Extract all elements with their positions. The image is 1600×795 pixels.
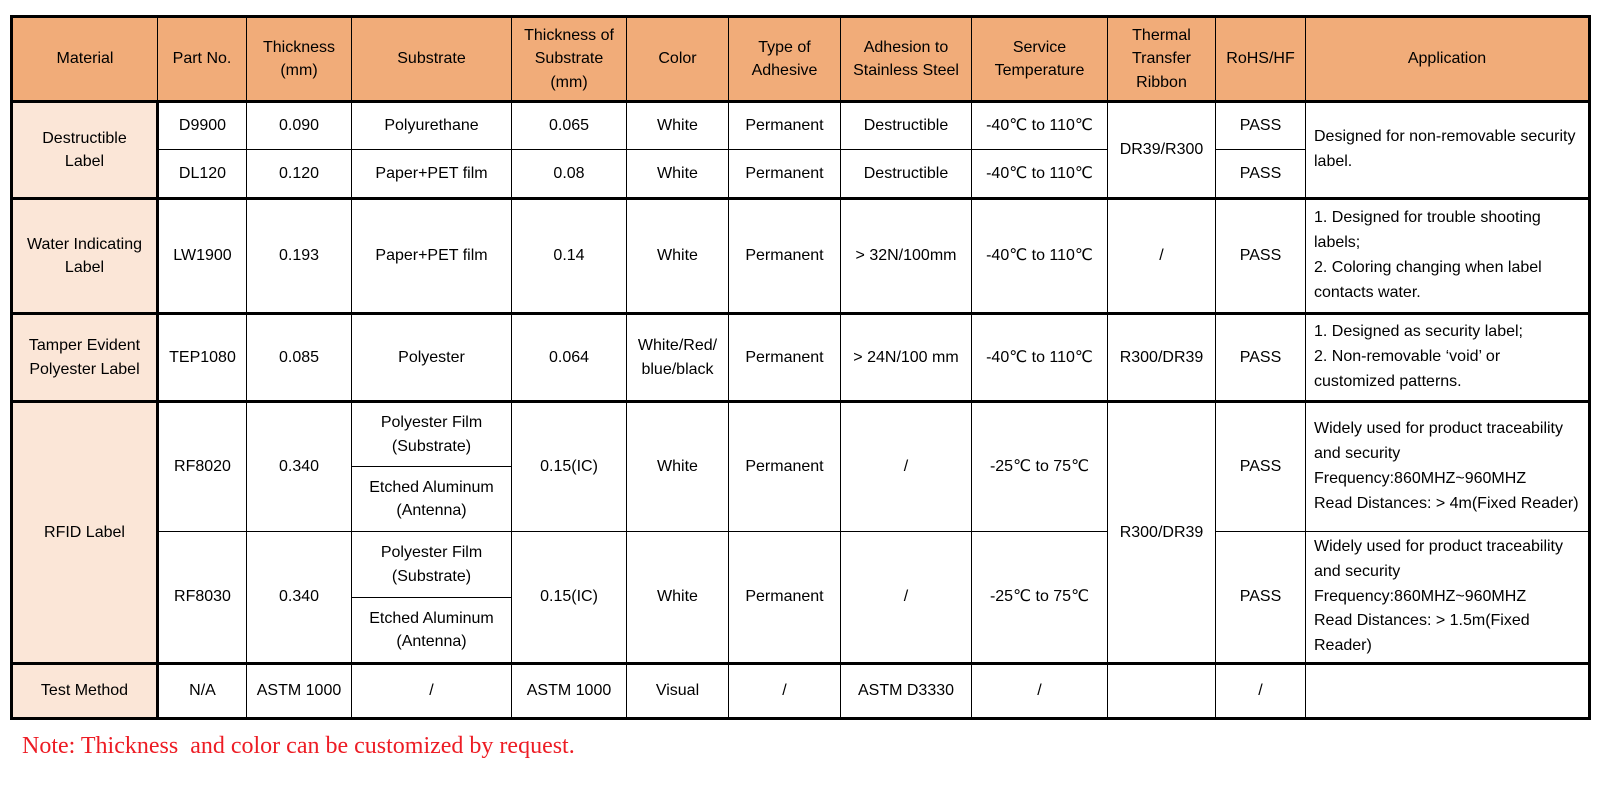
cell-d9900-adhesion: Destructible (841, 102, 972, 150)
col-header-substrate-thickness: Thickness of Substrate (mm) (512, 17, 627, 102)
cell-test-temperature: / (972, 664, 1108, 719)
cell-water-application (1306, 199, 1590, 314)
cell-lw1900-temperature: -40℃ to 110℃ (972, 199, 1108, 314)
row-d9900 (12, 102, 1590, 150)
cell-water-ribbon: / (1108, 199, 1216, 314)
cell-tep1080-substrate: Polyester (352, 314, 512, 402)
cell-rf8030-color: White (627, 532, 729, 664)
note-text: Note: Thickness and color can be customized by request. (22, 733, 575, 759)
col-header-part-no: Part No. (158, 17, 247, 102)
col-header-material: Material (12, 17, 158, 102)
cell-lw1900-adhesive: Permanent (729, 199, 841, 314)
cell-d9900-part: D9900 (158, 102, 247, 150)
col-header-color: Color (627, 17, 729, 102)
cell-rf8030-substrate-antenna: Etched Aluminum (Antenna) (352, 598, 512, 664)
spec-table (10, 15, 1591, 720)
cell-tep1080-adhesive: Permanent (729, 314, 841, 402)
col-header-adhesion: Adhesion to Stainless Steel (841, 17, 972, 102)
cell-dl120-part: DL120 (158, 150, 247, 199)
col-header-substrate: Substrate (352, 17, 512, 102)
application-line: Read Distances: > 4m(Fixed Reader) (1314, 494, 1579, 512)
application-line: 1. Designed for trouble shooting labels; (1314, 209, 1541, 252)
cell-rf8020-color: White (627, 402, 729, 532)
row-lw1900 (12, 199, 1590, 314)
cell-rf8020-application (1306, 402, 1590, 532)
cell-rf8030-rohs: PASS (1216, 532, 1306, 664)
application-text: Designed for non-removable security label. (1314, 128, 1576, 170)
cell-test-ribbon (1108, 664, 1216, 719)
cell-material-tamper: Tamper Evident Polyester Label (12, 314, 158, 402)
cell-test-application (1306, 664, 1590, 719)
cell-rf8030-part: RF8030 (158, 532, 247, 664)
cell-rf8020-part: RF8020 (158, 402, 247, 532)
cell-d9900-color: White (627, 102, 729, 150)
cell-material-destructible: Destructible Label (12, 102, 158, 199)
cell-rf8030-application (1306, 532, 1590, 664)
cell-lw1900-substrate-thickness: 0.14 (512, 199, 627, 314)
cell-rfid-ribbon: R300/DR39 (1108, 402, 1216, 664)
cell-rf8030-adhesive: Permanent (729, 532, 841, 664)
cell-lw1900-adhesion: > 32N/100mm (841, 199, 972, 314)
cell-test-substrate: / (352, 664, 512, 719)
cell-rf8020-thickness: 0.340 (247, 402, 352, 532)
cell-dl120-adhesion: Destructible (841, 150, 972, 199)
cell-rf8020-substrate-antenna: Etched Aluminum (Antenna) (352, 467, 512, 532)
cell-d9900-temperature: -40℃ to 110℃ (972, 102, 1108, 150)
cell-tep1080-temperature: -40℃ to 110℃ (972, 314, 1108, 402)
cell-tamper-ribbon: R300/DR39 (1108, 314, 1216, 402)
cell-destructible-ribbon: DR39/R300 (1108, 102, 1216, 199)
cell-lw1900-color: White (627, 199, 729, 314)
cell-test-thickness: ASTM 1000 (247, 664, 352, 719)
col-header-service-temperature: Service Temperature (972, 17, 1108, 102)
cell-rf8020-substrate-film: Polyester Film (Substrate) (352, 402, 512, 467)
cell-tep1080-part: TEP1080 (158, 314, 247, 402)
cell-rf8030-substrate-thickness: 0.15(IC) (512, 532, 627, 664)
application-line: Widely used for product traceability and security (1314, 420, 1563, 463)
application-line: Read Distances: > 1.5m(Fixed Reader) (1314, 612, 1530, 655)
application-line: 1. Designed as security label; (1314, 323, 1523, 341)
cell-d9900-substrate-thickness: 0.065 (512, 102, 627, 150)
cell-rf8030-temperature: -25℃ to 75℃ (972, 532, 1108, 664)
col-header-rohs: RoHS/HF (1216, 17, 1306, 102)
cell-d9900-thickness: 0.090 (247, 102, 352, 150)
application-line: Frequency:860MHZ~960MHZ (1314, 470, 1527, 487)
col-header-thermal-ribbon: Thermal Transfer Ribbon (1108, 17, 1216, 102)
col-header-adhesive-type: Type of Adhesive (729, 17, 841, 102)
col-header-thickness: Thickness (mm) (247, 17, 352, 102)
cell-dl120-color: White (627, 150, 729, 199)
cell-tep1080-adhesion: > 24N/100 mm (841, 314, 972, 402)
cell-dl120-substrate-thickness: 0.08 (512, 150, 627, 199)
cell-test-rohs: / (1216, 664, 1306, 719)
cell-dl120-substrate: Paper+PET film (352, 150, 512, 199)
cell-test-substrate-thickness: ASTM 1000 (512, 664, 627, 719)
cell-test-adhesive: / (729, 664, 841, 719)
cell-lw1900-substrate: Paper+PET film (352, 199, 512, 314)
cell-tep1080-rohs: PASS (1216, 314, 1306, 402)
cell-rf8020-substrate-thickness: 0.15(IC) (512, 402, 627, 532)
cell-dl120-rohs: PASS (1216, 150, 1306, 199)
cell-d9900-adhesive: Permanent (729, 102, 841, 150)
cell-tep1080-substrate-thickness: 0.064 (512, 314, 627, 402)
cell-rf8020-temperature: -25℃ to 75℃ (972, 402, 1108, 532)
cell-tep1080-color (627, 314, 729, 402)
cell-test-adhesion: ASTM D3330 (841, 664, 972, 719)
application-line: 2. Non-removable ‘void’ or customized patterns. (1314, 348, 1501, 390)
cell-d9900-substrate: Polyurethane (352, 102, 512, 150)
row-tep1080 (12, 314, 1590, 402)
cell-dl120-temperature: -40℃ to 110℃ (972, 150, 1108, 199)
cell-rf8030-thickness: 0.340 (247, 532, 352, 664)
row-rf8020 (12, 402, 1590, 467)
header-row (12, 17, 1590, 102)
cell-rf8020-adhesion: / (841, 402, 972, 532)
cell-rf8030-substrate-film: Polyester Film (Substrate) (352, 532, 512, 598)
cell-test-part: N/A (158, 664, 247, 719)
cell-lw1900-part: LW1900 (158, 199, 247, 314)
color-line: White/Red/ (637, 337, 718, 355)
application-line: 2. Coloring changing when label contacts water. (1314, 259, 1542, 301)
cell-dl120-adhesive: Permanent (729, 150, 841, 199)
cell-rf8020-rohs: PASS (1216, 402, 1306, 532)
cell-destructible-application (1306, 102, 1590, 199)
cell-tamper-application (1306, 314, 1590, 402)
cell-tep1080-thickness: 0.085 (247, 314, 352, 402)
cell-rf8030-adhesion: / (841, 532, 972, 664)
application-line: Frequency:860MHZ~960MHZ (1314, 587, 1527, 605)
cell-material-rfid: RFID Label (12, 402, 158, 664)
col-header-application: Application (1306, 17, 1590, 102)
application-line: Widely used for product traceability and security (1314, 538, 1563, 580)
cell-dl120-thickness: 0.120 (247, 150, 352, 199)
cell-test-color: Visual (627, 664, 729, 719)
cell-rf8020-adhesive: Permanent (729, 402, 841, 532)
cell-lw1900-thickness: 0.193 (247, 199, 352, 314)
row-test-method (12, 664, 1590, 719)
cell-d9900-rohs: PASS (1216, 102, 1306, 150)
cell-material-water: Water Indicating Label (12, 199, 158, 314)
cell-material-test-method: Test Method (12, 664, 158, 719)
row-rf8030 (12, 532, 1590, 598)
cell-lw1900-rohs: PASS (1216, 199, 1306, 314)
color-line: blue/black (641, 360, 714, 378)
